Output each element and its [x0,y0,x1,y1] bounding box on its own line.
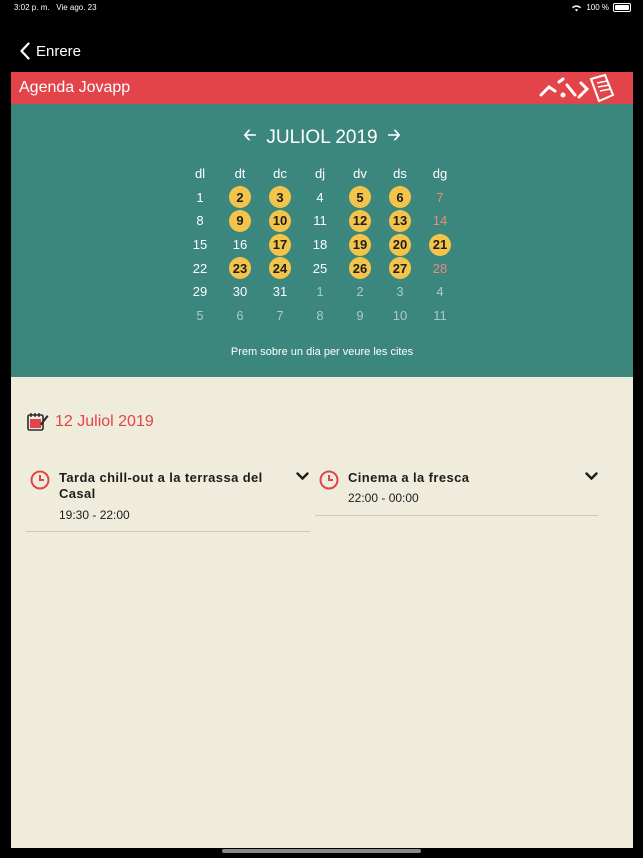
day-number: 23 [229,257,251,279]
day-number: 25 [312,260,328,276]
day-number: 1 [316,284,324,300]
battery-percent: 100 % [586,3,609,12]
calendar-day[interactable] [220,233,260,257]
calendar-day[interactable] [180,256,220,280]
calendar-day[interactable] [220,304,260,328]
status-time: 3:02 p. m. Vie ago. 23 [14,3,97,12]
calendar-day-with-event[interactable] [220,209,260,233]
weekday-label: dl [194,166,206,182]
calendar-day[interactable] [180,233,220,257]
calendar-day-with-event[interactable] [340,186,380,210]
calendar-edit-icon [27,412,49,432]
day-number: 3 [396,284,404,300]
page-title: Agenda Jovapp [19,79,131,96]
selected-date: 12 Juliol 2019 [55,413,154,430]
day-number: 1 [196,189,204,205]
day-number: 16 [232,237,248,253]
calendar-day[interactable] [420,256,460,280]
day-number: 12 [349,210,371,232]
weekday-label: dg [432,166,448,182]
day-number: 5 [196,307,204,323]
clock-icon [30,470,50,490]
day-number: 28 [432,260,448,276]
clock-icon [319,470,339,490]
day-number: 4 [436,284,444,300]
day-number: 9 [356,307,364,323]
day-number: 21 [429,234,451,256]
chevron-down-icon[interactable] [585,472,598,481]
day-number: 2 [356,284,364,300]
day-number: 30 [232,284,248,300]
battery-icon [613,3,631,12]
day-number: 26 [349,257,371,279]
calendar-day[interactable] [180,186,220,210]
event-card-2[interactable] [315,460,598,516]
back-button[interactable] [20,42,81,60]
day-number: 7 [276,307,284,323]
calendar-day-with-event[interactable] [380,256,420,280]
calendar-day-with-event[interactable] [260,209,300,233]
calendar-day-with-event[interactable] [260,233,300,257]
day-number: 4 [316,189,324,205]
calendar-day[interactable] [180,209,220,233]
calendar-day[interactable] [420,209,460,233]
calendar-day-with-event[interactable] [380,209,420,233]
day-number: 14 [432,213,448,229]
calendar-day-with-event[interactable] [220,186,260,210]
calendar-day[interactable] [300,304,340,328]
chevron-down-icon[interactable] [296,472,309,481]
wifi-icon [571,4,582,12]
calendar-day[interactable] [260,304,300,328]
day-number: 15 [192,237,208,253]
event-title: Cinema a la fresca [348,470,470,485]
day-number: 8 [316,307,324,323]
status-bar [0,0,643,18]
day-number: 27 [389,257,411,279]
calendar-day[interactable] [180,280,220,304]
day-number: 11 [433,307,447,323]
event-time: 19:30 - 22:00 [59,508,130,522]
weekday-label: dj [314,166,326,182]
day-number: 6 [236,307,244,323]
calendar-day[interactable] [300,280,340,304]
next-month-button[interactable]: 🡢 [387,127,401,144]
day-number: 10 [392,307,408,323]
calendar-day-with-event[interactable] [340,256,380,280]
day-number: 8 [196,213,204,229]
app-content [11,72,633,848]
calendar-day[interactable] [380,304,420,328]
day-number: 3 [269,186,291,208]
calendar-day[interactable] [260,280,300,304]
prev-month-button[interactable]: 🡠 [243,127,257,144]
weekday-label: dc [273,166,287,182]
day-number: 20 [389,234,411,256]
day-number: 6 [389,186,411,208]
calendar-day-with-event[interactable] [380,186,420,210]
day-number: 11 [313,213,327,229]
day-number: 9 [229,210,251,232]
calendar-day[interactable] [420,280,460,304]
month-title: JULIOL 2019 [266,126,378,148]
day-number: 2 [229,186,251,208]
weekday-label: dt [234,166,246,182]
event-title: Tarda chill-out a la terrassa del Casal [59,470,263,501]
calendar-day[interactable] [340,280,380,304]
calendar-day-with-event[interactable] [260,256,300,280]
weekday-label: dv [353,166,367,182]
selected-day-header [27,412,154,432]
day-number: 31 [272,284,288,300]
calendar-day[interactable] [420,304,460,328]
calendar-day-with-event[interactable] [260,186,300,210]
home-indicator [222,849,421,853]
day-number: 24 [269,257,291,279]
month-navigation [11,124,633,151]
event-card-1[interactable] [26,460,310,532]
day-number: 13 [389,210,411,232]
calendar-day[interactable] [420,186,460,210]
day-number: 17 [269,234,291,256]
day-number: 22 [192,260,208,276]
calendar-grid [180,162,460,327]
calendar-day[interactable] [300,186,340,210]
chevron-left-icon [20,42,30,60]
calendar-day-with-event[interactable] [420,233,460,257]
calendar-hint: Prem sobre un dia per veure les cites [230,346,414,358]
weekday-label: ds [393,166,407,182]
calendar [11,104,633,377]
day-number: 7 [436,189,444,205]
calendar-day-with-event[interactable] [220,256,260,280]
day-number: 29 [192,284,208,300]
event-time: 22:00 - 00:00 [348,491,419,505]
back-label: Enrere [36,42,82,60]
app-header [11,72,633,104]
calendar-day[interactable] [340,304,380,328]
calendar-day[interactable] [220,280,260,304]
calendar-day[interactable] [300,233,340,257]
calendar-day[interactable] [380,280,420,304]
app-logo-icon [529,73,629,103]
calendar-day-with-event[interactable] [380,233,420,257]
calendar-day[interactable] [300,256,340,280]
calendar-day[interactable] [300,209,340,233]
day-number: 5 [349,186,371,208]
day-number: 18 [312,237,328,253]
calendar-day[interactable] [180,304,220,328]
day-number: 19 [349,234,371,256]
day-number: 10 [269,210,291,232]
calendar-day-with-event[interactable] [340,209,380,233]
status-right [571,3,631,12]
calendar-day-with-event[interactable] [340,233,380,257]
